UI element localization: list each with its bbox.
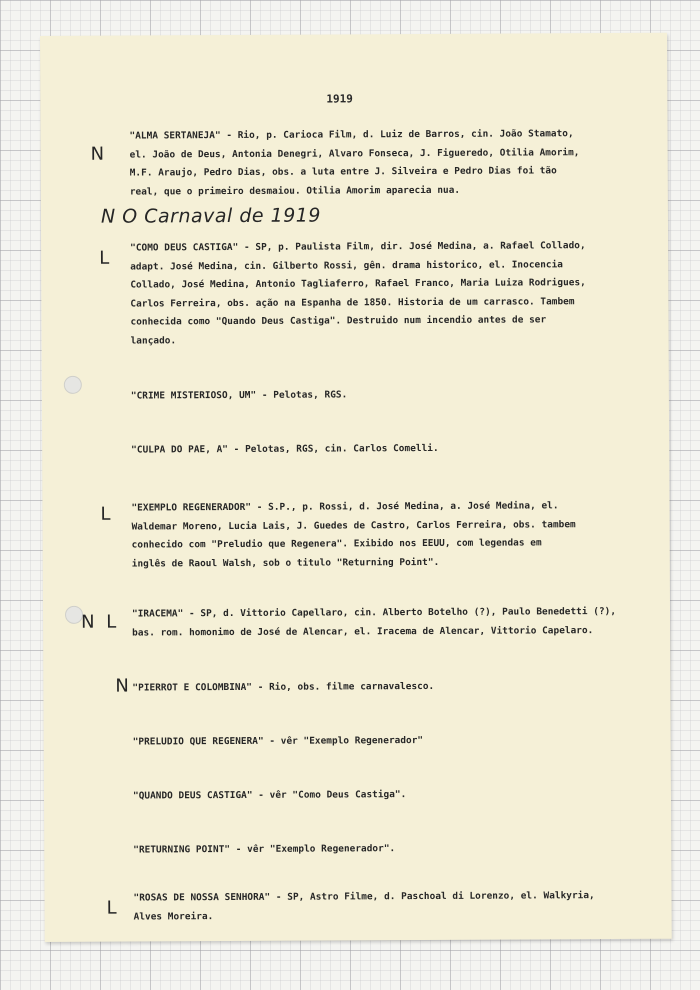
entry-line: "EXEMPLO REGENERADOR" - S.P., p. Rossi, d. José Medina, a. José Medina, el. xyxy=(131,500,559,514)
entry-line: "IRACEMA" - SP, d. Vittorio Capellaro, cin. Alberto Botelho (?), Paulo Benedetti (?), xyxy=(131,605,617,620)
handwritten-mark: N xyxy=(90,143,105,165)
entry-line: "PIERROT E COLOMBINA" - Rio, obs. filme carnavalesco. xyxy=(132,680,435,694)
entry-line: el. João de Deus, Antonia Denegri, Alvaro Fonseca, J. Figueredo, Otilia Amorim, xyxy=(129,146,580,161)
film-entry xyxy=(130,237,661,351)
entry-line: Waldemar Moreno, Lucia Lais, J. Guedes de Castro, Carlos Ferreira, obs. tambem xyxy=(131,518,576,533)
entry-line: "CULPA DO PAE, A" - Pelotas, RGS, cin. Carlos Comelli. xyxy=(131,442,439,456)
punch-hole xyxy=(64,376,82,394)
film-entry xyxy=(129,125,659,202)
entry-line: "QUANDO DEUS CASTIGA" - vêr "Como Deus Castiga". xyxy=(132,789,407,802)
entry-line: lançado. xyxy=(130,334,177,347)
entry-line: adapt. José Medina, cin. Gilberto Rossi, gên. drama historico, el. Inocencia xyxy=(130,258,563,273)
handwritten-mark: N xyxy=(115,675,129,697)
entry-line: "ROSAS DE NOSSA SENHORA" - SP, Astro Filme, d. Paschoal di Lorenzo, el. Walkyria, xyxy=(133,890,595,904)
entry-line: Alves Moreira. xyxy=(133,910,214,923)
entry-line: "CRIME MISTERIOSO, UM" - Pelotas, RGS. xyxy=(130,389,348,402)
entry-line: real, que o primeiro desmaiou. Otilia Amorim aparecia nua. xyxy=(129,184,461,198)
entry-line: Carlos Ferreira, obs. ação na Espanha de 1850. Historia de um carrasco. Tambem xyxy=(130,295,575,310)
entry-line: conhecido com "Preludio que Regenera". Exibido nos EEUU, com legendas em xyxy=(131,537,542,551)
film-entry xyxy=(131,385,661,406)
entry-line: "ALMA SERTANEJA" - Rio, p. Carioca Film, d. Luiz de Barros, cin. João Stamato, xyxy=(129,128,574,142)
film-entry xyxy=(131,497,661,574)
entry-line: "RETURNING POINT" - vêr "Exemplo Regenerador". xyxy=(133,843,396,856)
entry-line: Collado, José Medina, Antonio Tagliaferro, Rafael Franco, Maria Luiza Rodrigues, xyxy=(130,277,586,291)
entry-line: "COMO DEUS CASTIGA" - SP, p. Paulista Film, dir. José Medina, a. Rafael Collado, xyxy=(130,240,586,254)
entry-line: inglês de Raoul Walsh, sob o titulo "Returning Point". xyxy=(131,556,440,570)
film-entry xyxy=(133,731,663,752)
typed-page xyxy=(40,33,672,942)
film-entry xyxy=(133,887,663,927)
handwritten-mark: N L xyxy=(81,611,120,633)
handwritten-mark: L xyxy=(99,247,110,269)
film-entry xyxy=(133,785,663,806)
film-entry xyxy=(132,603,662,643)
handwritten-mark: L xyxy=(106,897,117,919)
entry-line: "PRELUDIO QUE REGENERA" - vêr "Exemplo Regenerador" xyxy=(132,735,424,748)
entry-line: conhecida como "Quando Deus Castiga". Destruido num incendio antes de ser xyxy=(130,314,547,328)
entry-line: M.F. Araujo, Pedro Dias, obs. a luta entre J. Silveira e Pedro Dias foi tão xyxy=(129,165,557,179)
page-number: 1919 xyxy=(326,92,353,106)
handwritten-mark: L xyxy=(100,503,111,525)
film-entry xyxy=(131,439,661,460)
film-entry xyxy=(132,677,662,698)
entry-line: bas. rom. homonimo de José de Alencar, el. Iracema de Alencar, Vittorio Capelaro. xyxy=(132,624,594,639)
handwritten-note: N O Carnaval de 1919 xyxy=(100,204,322,228)
film-entry xyxy=(133,839,663,860)
